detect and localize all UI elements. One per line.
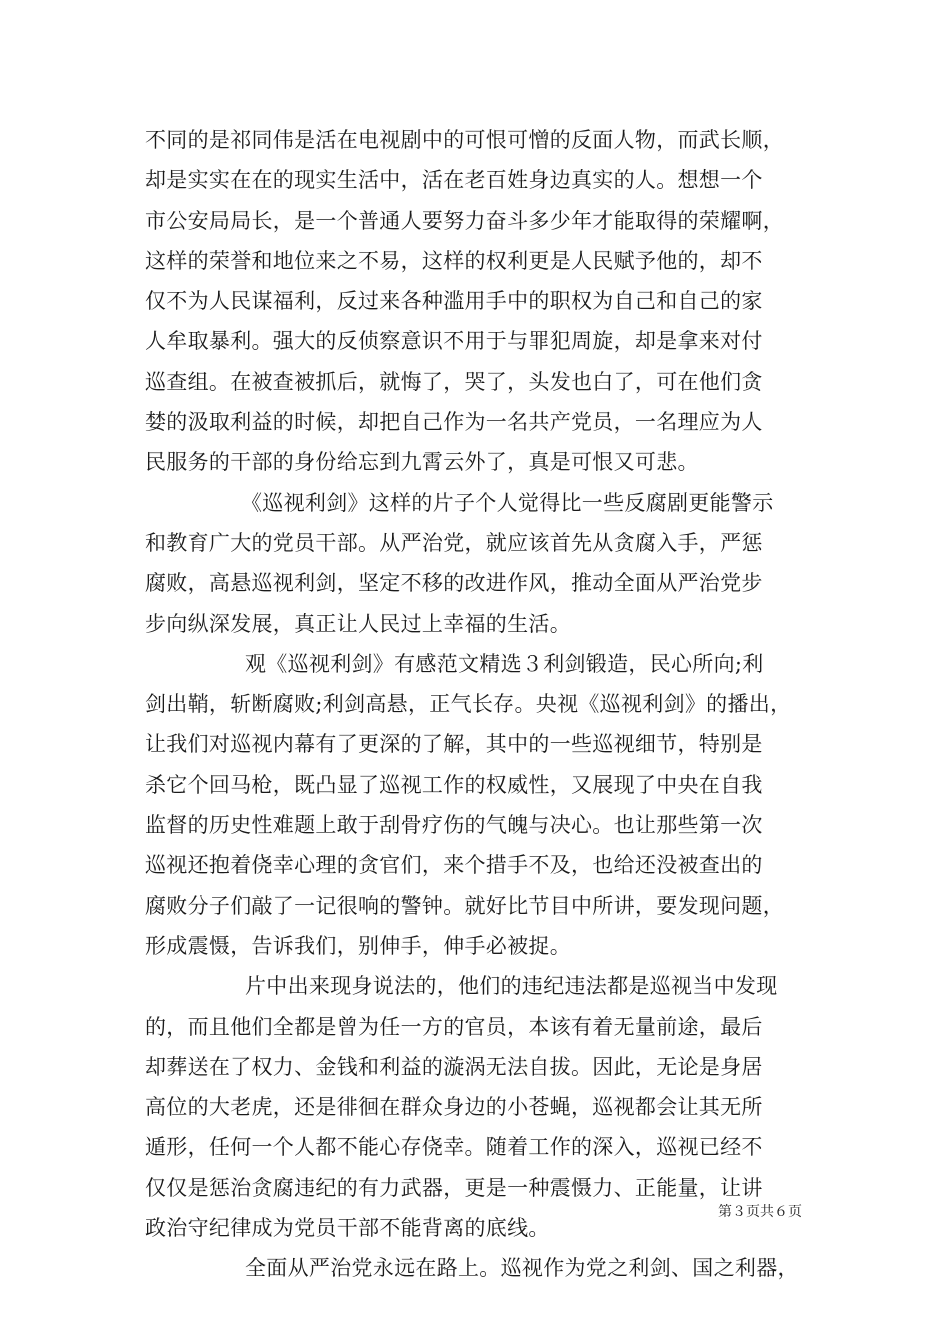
text-line: 高位的大老虎，还是徘徊在群众身边的小苍蝇，巡视都会让其无所 — [145, 1095, 763, 1120]
text-line: 却是实实在在的现实生活中，活在老百姓身边真实的人。想想一个 — [145, 168, 763, 193]
text-line: 人牟取暴利。强大的反侦察意识不用于与罪犯周旋，却是拿来对付 — [145, 329, 763, 354]
text-line: 这样的荣誉和地位来之不易，这样的权利更是人民赋予他的，却不 — [145, 248, 763, 273]
paragraph-start-line: 片中出来现身说法的，他们的违纪违法都是巡视当中发现 — [245, 974, 778, 999]
text-line: 遁形，任何一个人都不能心存侥幸。随着工作的深入，巡视已经不 — [145, 1135, 763, 1160]
text-line: 腐败分子们敲了一记很响的警钟。就好比节目中所讲，要发现问题， — [145, 893, 784, 918]
text-line: 步向纵深发展，真正让人民过上幸福的生活。 — [145, 611, 571, 636]
paragraph-start-line: 全面从严治党永远在路上。巡视作为党之利剑、国之利器， — [245, 1256, 799, 1281]
text-line: 腐败，高悬巡视利剑，坚定不移的改进作风，推动全面从严治党步 — [145, 571, 763, 596]
text-line: 剑出鞘，斩断腐败;利剑高悬，正气长存。央视《巡视利剑》的播出， — [145, 692, 792, 717]
text-line: 政治守纪律成为党员干部不能背离的底线。 — [145, 1216, 550, 1241]
paragraph-start-line: 观《巡视利剑》有感范文精选３利剑锻造，民心所向;利 — [245, 651, 764, 676]
text-line: 却葬送在了权力、金钱和利益的漩涡无法自拔。因此，无论是身居 — [145, 1054, 763, 1079]
text-line: 婪的汲取利益的时候，却把自己作为一名共产党员，一名理应为人 — [145, 410, 763, 435]
text-line: 的，而且他们全都是曾为任一方的官员，本该有着无量前途，最后 — [145, 1014, 763, 1039]
text-line: 民服务的干部的身份给忘到九霄云外了，真是可恨又可悲。 — [145, 450, 699, 475]
text-line: 监督的历史性难题上敢于刮骨疗伤的气魄与决心。也让那些第一次 — [145, 813, 763, 838]
text-line: 仅仅是惩治贪腐违纪的有力武器，更是一种震慑力、正能量，让讲 — [145, 1175, 763, 1200]
text-line: 不同的是祁同伟是活在电视剧中的可恨可憎的反面人物，而武长顺， — [145, 128, 784, 152]
text-line: 巡查组。在被查被抓后，就悔了，哭了，头发也白了，可在他们贪 — [145, 369, 763, 394]
article-body — [145, 120, 835, 1289]
text-line: 仅不为人民谋福利，反过来各种滥用手中的职权为自己和自己的家 — [145, 289, 763, 314]
text-line: 巡视还抱着侥幸心理的贪官们，来个措手不及，也给还没被查出的 — [145, 853, 763, 878]
text-line: 市公安局局长，是一个普通人要努力奋斗多少年才能取得的荣耀啊， — [145, 208, 784, 233]
text-line: 杀它个回马枪，既凸显了巡视工作的权威性，又展现了中央在自我 — [145, 772, 763, 797]
page-number: 第３页共６页 — [718, 1204, 802, 1220]
text-line: 和教育广大的党员干部。从严治党，就应该首先从贪腐入手，严惩 — [145, 530, 763, 555]
paragraph-start-line: 《巡视利剑》这样的片子个人觉得比一些反腐剧更能警示 — [241, 490, 774, 515]
text-line: 形成震慑，告诉我们，别伸手，伸手必被捉。 — [145, 933, 571, 958]
text-line: 让我们对巡视内幕有了更深的了解，其中的一些巡视细节，特别是 — [145, 732, 763, 757]
